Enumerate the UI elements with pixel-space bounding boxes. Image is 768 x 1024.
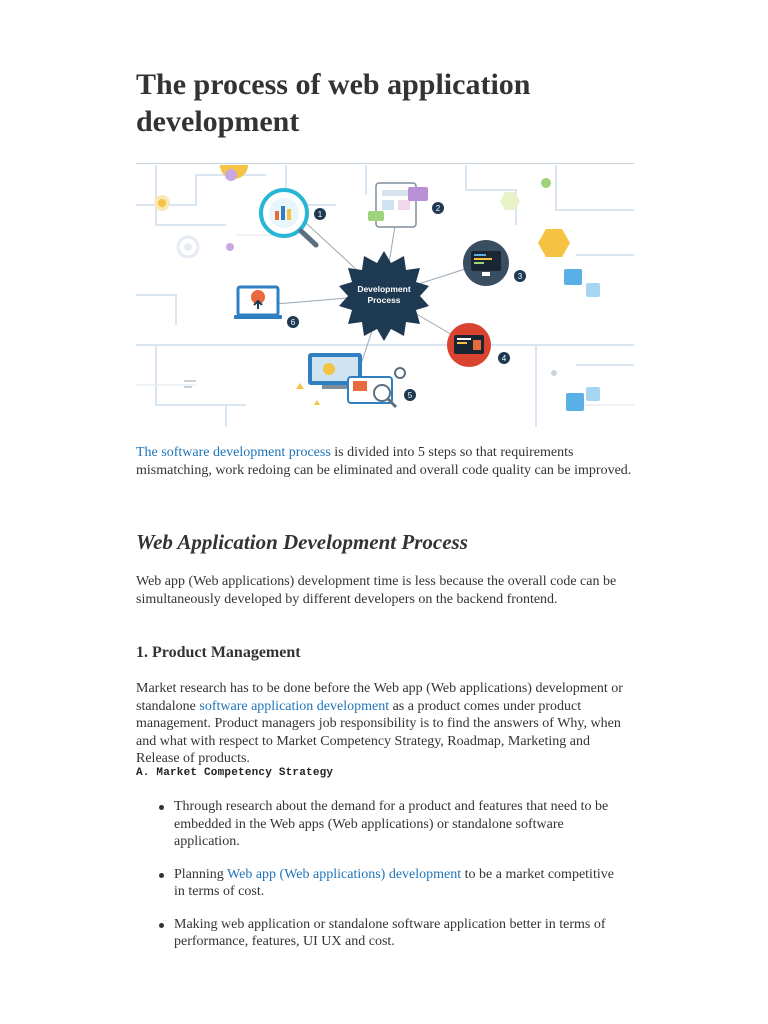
svg-text:1: 1 xyxy=(317,210,323,219)
step-3-badge xyxy=(514,270,526,282)
software-development-process-link[interactable]: The software development process xyxy=(136,445,331,460)
bullet-text: Through research about the demand for a product and features that need to be embedded in the Web apps (Web applications) or standalone software application. xyxy=(174,799,609,849)
svg-text:6: 6 xyxy=(290,318,296,327)
bullet-list xyxy=(136,798,616,966)
title-divider xyxy=(136,163,634,164)
section-paragraph: Web app (Web applications) development time is less because the overall code can be simultaneously developed by different developers on the backend frontend. xyxy=(136,574,617,607)
step-6-badge xyxy=(287,316,299,328)
pm-text-before: Market research has to be done before the Web app (Web applications) development or standalone xyxy=(136,681,623,714)
testing-screen-icon xyxy=(447,323,491,367)
step-2-badge xyxy=(432,202,444,214)
step-1-badge xyxy=(314,208,326,220)
section-heading: Web Application Development Process xyxy=(136,530,468,554)
development-process-illustration xyxy=(136,165,634,427)
deployment-devices-icon xyxy=(296,353,405,407)
list-item xyxy=(136,798,616,851)
bullet-dot-icon xyxy=(159,923,164,928)
center-label-line2: Process xyxy=(367,295,401,305)
list-item xyxy=(136,866,616,901)
page-title: The process of web application development xyxy=(136,68,531,138)
code-monitor-icon xyxy=(463,240,509,286)
bullet-text-before: Planning xyxy=(174,866,228,882)
software-application-development-link[interactable]: software application development xyxy=(199,698,390,714)
svg-text:3: 3 xyxy=(517,272,523,281)
svg-text:2: 2 xyxy=(435,204,441,213)
svg-text:4: 4 xyxy=(501,354,507,363)
intro-paragraph xyxy=(136,444,636,479)
web-app-development-link[interactable]: Web app (Web applications) development xyxy=(227,866,462,882)
bullet-text-after: to be a market competitive in terms of cost. xyxy=(174,866,614,899)
bullet-dot-icon xyxy=(159,805,164,810)
bullet-text: Making web application or standalone software application better in terms of performance, features, UI UX and cost. xyxy=(174,916,606,949)
product-management-paragraph xyxy=(136,680,636,768)
center-label-line1: Development xyxy=(357,284,411,294)
step-4-badge xyxy=(498,352,510,364)
bullet-dot-icon xyxy=(159,873,164,878)
list-item xyxy=(136,916,616,951)
wireframe-board-icon xyxy=(368,183,428,227)
research-magnifier-icon xyxy=(261,190,316,245)
svg-text:5: 5 xyxy=(407,391,413,400)
step-5-badge xyxy=(404,389,416,401)
intro-text: is divided into 5 steps so that requirements mismatching, work redoing can be eliminated and overall code quality can be improved. xyxy=(136,445,632,478)
market-competency-strategy-label: A. Market Competency Strategy xyxy=(136,767,334,779)
center-badge xyxy=(339,251,429,341)
upload-laptop-icon xyxy=(234,287,282,319)
pm-text-after: as a product comes under product management. Product managers job responsibility is to find the answers of Why, when and what with respect to Market Competency Strategy, Roadmap, Marketing and Release of products. xyxy=(136,698,621,766)
subsection-heading: 1. Product Management xyxy=(136,644,301,661)
